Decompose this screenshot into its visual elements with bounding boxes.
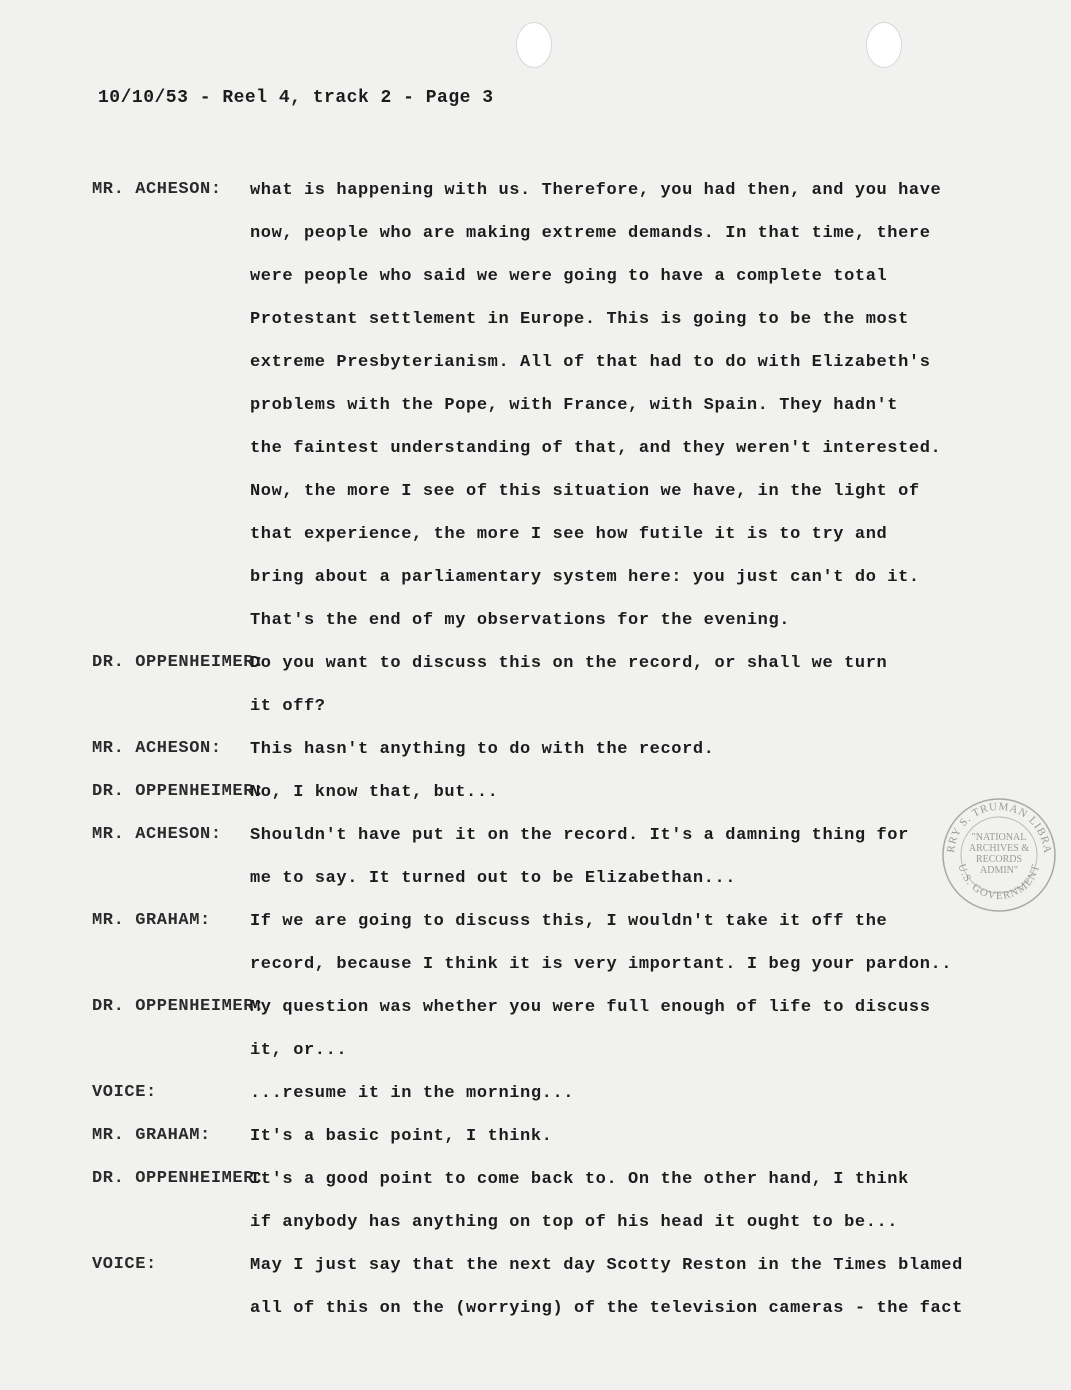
speech-line: the faintest understanding of that, and they weren't interested. [250, 439, 942, 458]
speech-line: May I just say that the next day Scotty Reston in the Times blamed [250, 1256, 963, 1275]
speech-line: record, because I think it is very important. I beg your pardon.. [250, 955, 953, 974]
speech-line: that experience, the more I see how futile it is to try and [250, 525, 888, 544]
speech-line: Do you want to discuss this on the record, or shall we turn [250, 654, 888, 673]
speaker-label: VOICE: [92, 1083, 157, 1102]
speaker-label: DR. OPPENHEIMER: [92, 997, 265, 1016]
speech-line: problems with the Pope, with France, with Spain. They hadn't [250, 396, 899, 415]
speech-line: now, people who are making extreme demands. In that time, there [250, 224, 931, 243]
stamp-ring-bottom: U.S. GOVERNMENT [955, 862, 1043, 903]
stamp-line: "NATIONAL [971, 832, 1027, 843]
speech-text [250, 1169, 909, 1255]
library-stamp [940, 796, 1058, 914]
speech-line: Shouldn't have put it on the record. It's a damning thing for [250, 826, 909, 845]
speech-line: what is happening with us. Therefore, you had then, and you have [250, 181, 942, 200]
speech-line: If we are going to discuss this, I wouldn't take it off the [250, 912, 888, 931]
stamp-line: ADMIN" [980, 865, 1018, 876]
speech-text [250, 1255, 963, 1341]
speech-line: Protestant settlement in Europe. This is going to be the most [250, 310, 909, 329]
speech-line: This hasn't anything to do with the record. [250, 740, 715, 759]
speaker-label: DR. OPPENHEIMER: [92, 1169, 265, 1188]
stamp-ring-top: RRY S. TRUMAN LIBRA [944, 800, 1054, 855]
speaker-label: DR. OPPENHEIMER: [92, 653, 265, 672]
speech-line: It's a good point to come back to. On the other hand, I think [250, 1170, 909, 1189]
speech-line: it off? [250, 697, 326, 716]
speech-line: Now, the more I see of this situation we have, in the light of [250, 482, 920, 501]
speech-line: ...resume it in the morning... [250, 1084, 575, 1103]
punch-hole [516, 22, 552, 68]
speech-text [250, 1083, 574, 1126]
speech-text [250, 180, 941, 653]
speech-line: bring about a parliamentary system here: you just can't do it. [250, 568, 920, 587]
speaker-label: DR. OPPENHEIMER: [92, 782, 265, 801]
speech-line: if anybody has anything on top of his head it ought to be... [250, 1213, 899, 1232]
stamp-line: RECORDS [975, 854, 1023, 865]
page-header: 10/10/53 - Reel 4, track 2 - Page 3 [98, 88, 494, 108]
speech-text [250, 997, 931, 1083]
speech-line: all of this on the (worrying) of the television cameras - the fact [250, 1299, 963, 1318]
speech-line: My question was whether you were full enough of life to discuss [250, 998, 931, 1017]
speaker-label: MR. ACHESON: [92, 180, 222, 199]
punch-hole [866, 22, 902, 68]
speaker-label: MR. GRAHAM: [92, 911, 211, 930]
speaker-label: MR. ACHESON: [92, 825, 222, 844]
speaker-label: VOICE: [92, 1255, 157, 1274]
stamp-center-text [962, 832, 1036, 876]
speech-line: it, or... [250, 1041, 348, 1060]
speech-line: me to say. It turned out to be Elizabethan... [250, 869, 737, 888]
speech-line: That's the end of my observations for the evening. [250, 611, 791, 630]
speech-line: were people who said we were going to have a complete total [250, 267, 888, 286]
speech-text [250, 1126, 552, 1169]
speech-text [250, 911, 952, 997]
speaker-label: MR. GRAHAM: [92, 1126, 211, 1145]
speech-text [250, 825, 909, 911]
speech-text [250, 782, 498, 825]
speech-line: It's a basic point, I think. [250, 1127, 553, 1146]
speaker-label: MR. ACHESON: [92, 739, 222, 758]
speech-line: No, I know that, but... [250, 783, 499, 802]
speech-line: extreme Presbyterianism. All of that had to do with Elizabeth's [250, 353, 931, 372]
stamp-line: ARCHIVES & [968, 843, 1030, 854]
speech-text [250, 653, 887, 739]
speech-text [250, 739, 714, 782]
